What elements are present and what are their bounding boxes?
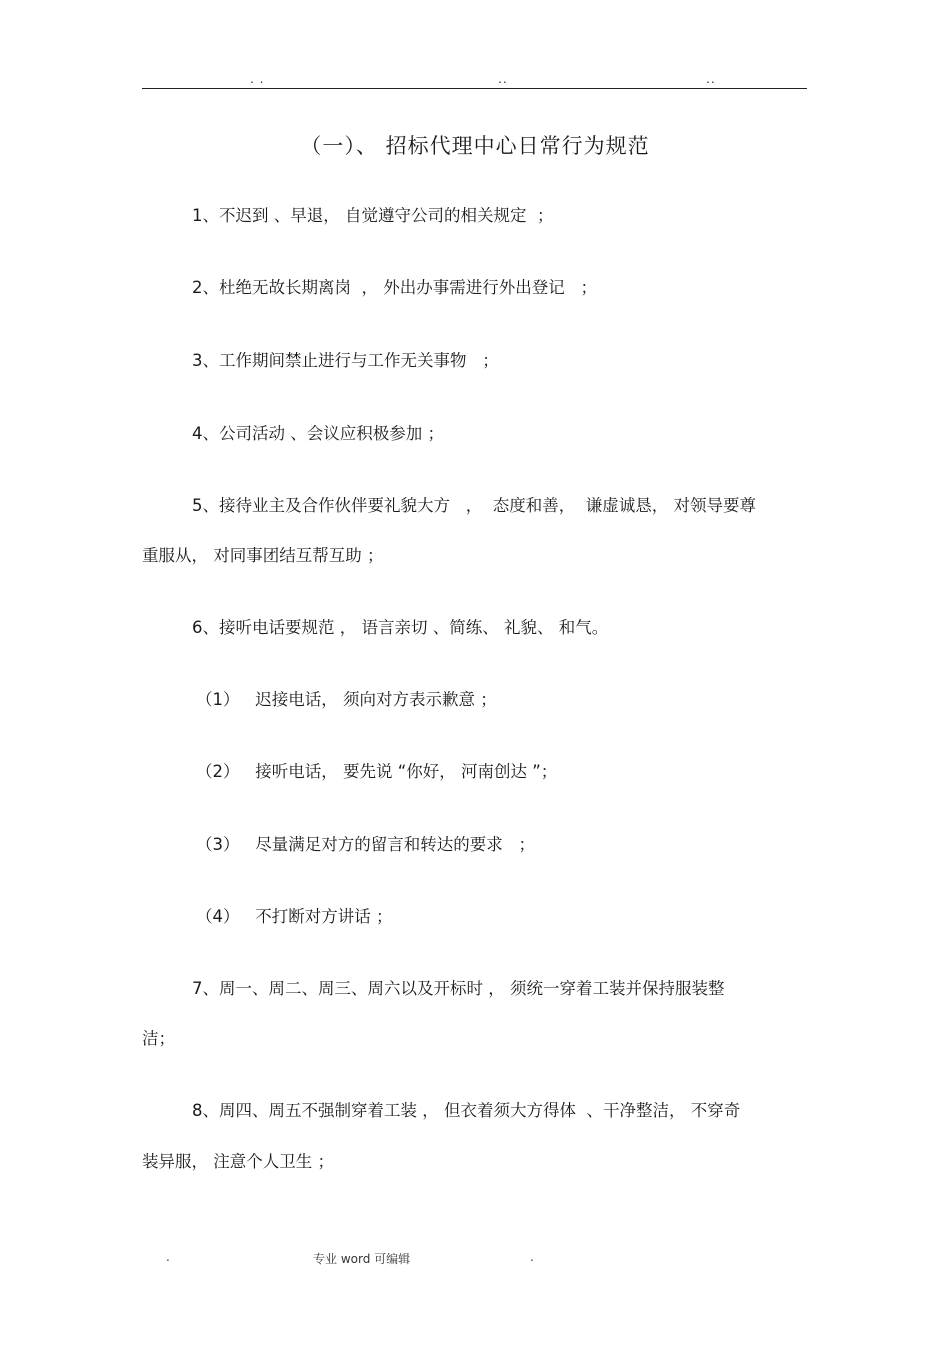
rule-1: 1、不迟到 、早退， 自觉遵守公司的相关规定 ；	[192, 206, 554, 225]
footer-dot-right: .	[530, 1250, 534, 1264]
rule-6-sub-3: （3） 尽量满足对方的留言和转达的要求 ；	[196, 835, 535, 854]
header-dot-left: . .	[250, 72, 265, 86]
header-rule	[142, 88, 807, 89]
footer-text: 专业 word 可编辑	[313, 1252, 411, 1266]
rule-3: 3、工作期间禁止进行与工作无关事物 ；	[192, 351, 499, 370]
page-title: （一）、 招标代理中心日常行为规范	[300, 134, 650, 158]
rule-6-sub-2: （2） 接听电话， 要先说 “你好， 河南创达 ”；	[196, 762, 558, 781]
rule-7-line-1: 7、周一、周二、周三、周六以及开标时 ， 须统一穿着工装并保持服装整	[192, 979, 725, 998]
rule-2: 2、杜绝无故长期离岗 ， 外出办事需进行外出登记 ；	[192, 278, 597, 297]
rule-7-line-2: 洁；	[142, 1029, 175, 1048]
rule-6-sub-1: （1） 迟接电话， 须向对方表示歉意 ；	[196, 690, 497, 709]
rule-5-line-1: 5、接待业主及合作伙伴要礼貌大方 ， 态度和善， 谦虚诚恳， 对领导要尊	[192, 496, 756, 515]
header-dot-center: ..	[498, 72, 508, 86]
header-dot-right: ..	[706, 72, 716, 86]
rule-4: 4、公司活动 、会议应积极参加 ；	[192, 424, 444, 443]
rule-8-line-2: 装异服， 注意个人卫生 ；	[142, 1152, 334, 1171]
rule-6-sub-4: （4） 不打断对方讲话 ；	[196, 907, 393, 926]
rule-8-line-1: 8、周四、周五不强制穿着工装 ， 但衣着须大方得体 、干净整洁， 不穿奇	[192, 1101, 741, 1120]
rule-6: 6、接听电话要规范 ， 语言亲切 、简练、 礼貌、 和气。	[192, 618, 609, 637]
rule-5-line-2: 重服从， 对同事团结互帮互助 ；	[142, 546, 384, 565]
footer-dot-left: .	[166, 1250, 170, 1264]
